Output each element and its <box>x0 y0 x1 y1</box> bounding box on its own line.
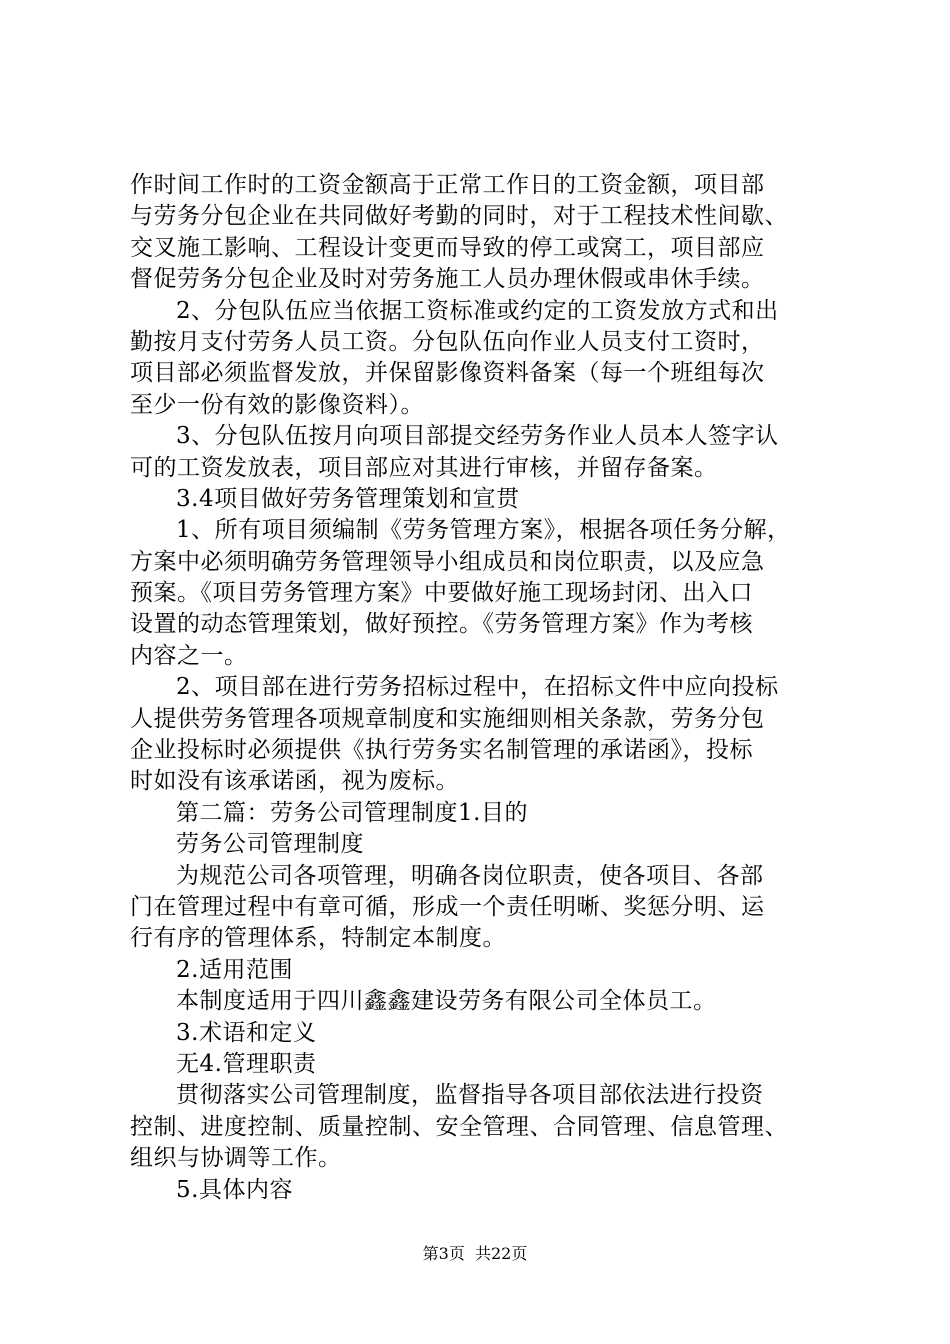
text-line: 门在管理过程中有章可循，形成一个责任明晰、奖惩分明、运 <box>130 893 765 920</box>
text-line: 预案。《项目劳务管理方案》中要做好施工现场封闭、出入口 <box>130 580 753 607</box>
text-line: 项目部必须监督发放，并保留影像资料备案（每一个班组每次 <box>130 360 765 387</box>
text-line: 本制度适用于四川鑫鑫建设劳务有限公司全体员工。 <box>176 988 717 1015</box>
text-line: 控制、进度控制、质量控制、安全管理、合同管理、信息管理、 <box>130 1113 788 1140</box>
text-line: 内容之一。 <box>130 642 248 669</box>
section-heading: 3.4项目做好劳务管理策划和宣贯 <box>176 485 520 512</box>
section-heading: 2.适用范围 <box>176 956 293 983</box>
text-line: 企业投标时必须提供《执行劳务实名制管理的承诺函》，投标 <box>130 737 753 764</box>
text-line: 人提供劳务管理各项规章制度和实施细则相关条款，劳务分包 <box>130 705 765 732</box>
text-line: 为规范公司各项管理，明确各岗位职责，使各项目、各部 <box>176 862 764 889</box>
text-line: 作时间工作时的工资金额高于正常工作日的工资金额，项目部 <box>130 172 765 198</box>
text-line: 组织与协调等工作。 <box>130 1145 342 1172</box>
text-line: 交叉施工影响、工程设计变更而导致的停工或窝工，项目部应 <box>130 234 765 261</box>
text-line: 贯彻落实公司管理制度，监督指导各项目部依法进行投资 <box>176 1082 764 1109</box>
section-heading: 3.术语和定义 <box>176 1019 317 1046</box>
text-line: 勤按月支付劳务人员工资。分包队伍向作业人员支付工资时， <box>130 328 765 355</box>
text-line: 2、项目部在进行劳务招标过程中，在招标文件中应向投标 <box>176 674 779 701</box>
section-heading: 劳务公司管理制度 <box>176 831 364 858</box>
text-line: 至少一份有效的影像资料）。 <box>130 391 424 418</box>
text-line: 设置的动态管理策划，做好预控。《劳务管理方案》作为考核 <box>130 611 753 638</box>
section-heading: 无4.管理职责 <box>176 1050 317 1077</box>
text-line: 3、分包队伍按月向项目部提交经劳务作业人员本人签字认 <box>176 423 779 450</box>
text-line: 时如没有该承诺函，视为废标。 <box>130 768 459 795</box>
text-line: 与劳务分包企业在共同做好考勤的同时，对于工程技术性间歇、 <box>130 203 788 230</box>
text-line: 方案中必须明确劳务管理领导小组成员和岗位职责，以及应急 <box>130 548 765 575</box>
page-number-footer: 第3页 共22页 <box>422 1244 528 1263</box>
section-heading: 5.具体内容 <box>176 1176 293 1203</box>
text-line: 行有序的管理体系，特制定本制度。 <box>130 925 506 952</box>
section-heading: 第二篇：劳务公司管理制度1.目的 <box>176 799 528 826</box>
text-line: 2、分包队伍应当依据工资标准或约定的工资发放方式和出 <box>176 297 779 324</box>
text-line: 可的工资发放表，项目部应对其进行审核，并留存备案。 <box>130 454 718 481</box>
text-line: 1、所有项目须编制《劳务管理方案》，根据各项任务分解， <box>176 517 791 544</box>
text-line: 督促劳务分包企业及时对劳务施工人员办理休假或串休手续。 <box>130 266 765 293</box>
document-body <box>130 170 830 1206</box>
